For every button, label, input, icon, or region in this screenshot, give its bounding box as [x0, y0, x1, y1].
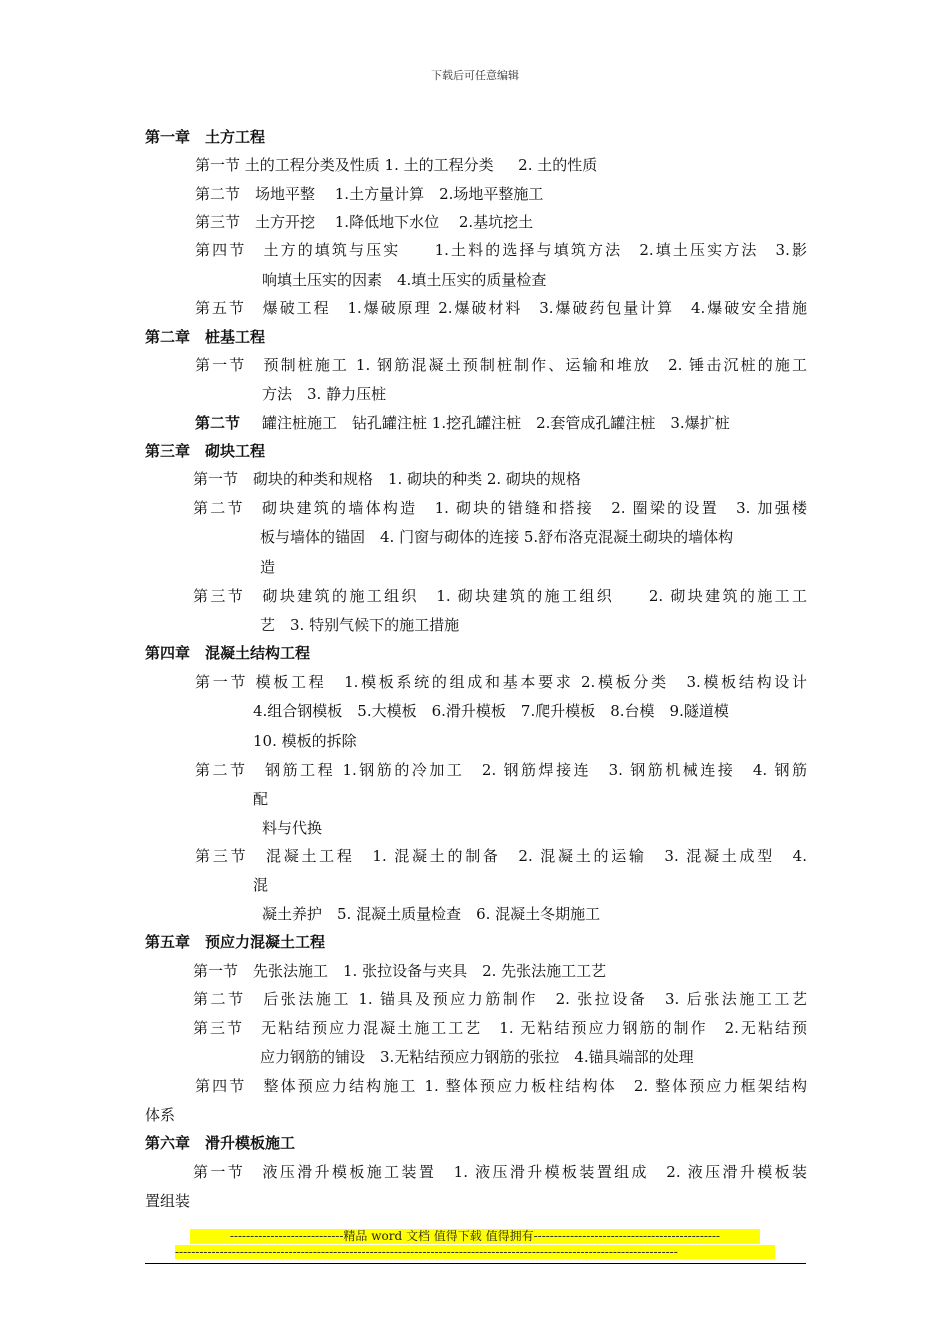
section-line: 第二节 砌块建筑的墙体构造 1. 砌块的错缝和搭接 2. 圈梁的设置 3. 加强楼	[193, 499, 807, 517]
continuation-line: 体系	[145, 1106, 176, 1124]
section-line: 第二节 后张法施工 1. 锚具及预应力筋制作 2. 张拉设备 3. 后张法施工工艺	[193, 990, 807, 1008]
chapter-1-heading: 第一章 土方工程	[145, 128, 266, 146]
chapter-4-heading: 第四章 混凝土结构工程	[145, 644, 311, 662]
section-line: 第一节 预制桩施工 1. 钢筋混凝土预制桩制作、运输和堆放 2. 锤击沉桩的施工	[195, 356, 807, 374]
section-line: 第一节 模板工程 1.模板系统的组成和基本要求 2.模板分类 3.模板结构设计	[195, 673, 807, 691]
section-line: 第一节 液压滑升模板施工装置 1. 液压滑升模板装置组成 2. 液压滑升模板装	[193, 1163, 807, 1181]
section-line: 第二节 场地平整 1.土方量计算 2.场地平整施工	[195, 185, 544, 203]
continuation-line: 应力钢筋的铺设 3.无粘结预应力钢筋的张拉 4.锚具端部的处理	[260, 1048, 694, 1066]
continuation-line: 料与代换	[262, 819, 323, 837]
continuation-line: 艺 3. 特别气候下的施工措施	[260, 616, 460, 634]
section-line: 第三节 混凝土工程 1. 混凝土的制备 2. 混凝土的运输 3. 混凝土成型 4.	[195, 847, 807, 865]
continuation-line: 方法 3. 静力压桩	[262, 385, 387, 403]
section-line: 第三节 砌块建筑的施工组织 1. 砌块建筑的施工组织 2. 砌块建筑的施工工	[193, 587, 807, 605]
footer-banner: ----------------------------精品 word 文档 值得下载 值得拥有----------------------------------------------	[190, 1229, 760, 1244]
section-line: 第四节 土方的填筑与压实 1.土料的选择与填筑方法 2.填土压实方法 3.影	[195, 241, 807, 259]
chapter-3-heading: 第三章 砌块工程	[145, 442, 266, 460]
continuation-line: 响填土压实的因素 4.填土压实的质量检查	[262, 271, 547, 289]
section-line: 第四节 整体预应力结构施工 1. 整体预应力板柱结构体 2. 整体预应力框架结构	[195, 1077, 807, 1095]
continuation-line: 配	[253, 790, 269, 808]
continuation-line: 4.组合钢模板 5.大模板 6.滑升模板 7.爬升模板 8.台模 9.隧道模	[253, 702, 729, 720]
chapter-2-heading: 第二章 桩基工程	[145, 328, 266, 346]
continuation-line: 置组装	[145, 1192, 191, 1210]
section-line: 第一节 砌块的种类和规格 1. 砌块的种类 2. 砌块的规格	[193, 470, 581, 488]
continuation-line: 造	[260, 558, 276, 576]
chapter-6-heading: 第六章 滑升模板施工	[145, 1134, 296, 1152]
section-line: 第二节 钢筋工程 1.钢筋的冷加工 2. 钢筋焊接连 3. 钢筋机械连接 4. 钢筋	[195, 761, 807, 779]
continuation-line: 板与墙体的锚固 4. 门窗与砌体的连接 5.舒布洛克混凝土砌块的墙体构	[260, 528, 734, 546]
section-line: 第五节 爆破工程 1.爆破原理 2.爆破材料 3.爆破药包量计算 4.爆破安全措施	[195, 299, 807, 317]
chapter-5-heading: 第五章 预应力混凝土工程	[145, 933, 326, 951]
page-header: 下载后可任意编辑	[431, 69, 519, 82]
continuation-line: 混	[253, 876, 269, 894]
footer-dashes: ----------------------------------------------------------------------------------------------------------------------------	[175, 1245, 775, 1259]
section-line: 第三节 土方开挖 1.降低地下水位 2.基坑挖土	[195, 213, 534, 231]
section-line: 第一节 先张法施工 1. 张拉设备与夹具 2. 先张法施工工艺	[193, 962, 607, 980]
continuation-line: 凝土养护 5. 混凝土质量检查 6. 混凝土冬期施工	[262, 905, 601, 923]
section-line: 罐注桩施工 钻孔罐注桩 1.挖孔罐注桩 2.套管成孔罐注桩 3.爆扩桩	[262, 414, 730, 432]
section-label-bold: 第二节	[195, 414, 241, 432]
section-line: 第三节 无粘结预应力混凝土施工工艺 1. 无粘结预应力钢筋的制作 2.无粘结预	[193, 1019, 807, 1037]
footer-rule	[145, 1263, 806, 1264]
section-line: 第一节 土的工程分类及性质 1. 土的工程分类 2. 土的性质	[195, 156, 598, 174]
continuation-line: 10. 模板的拆除	[253, 732, 357, 750]
